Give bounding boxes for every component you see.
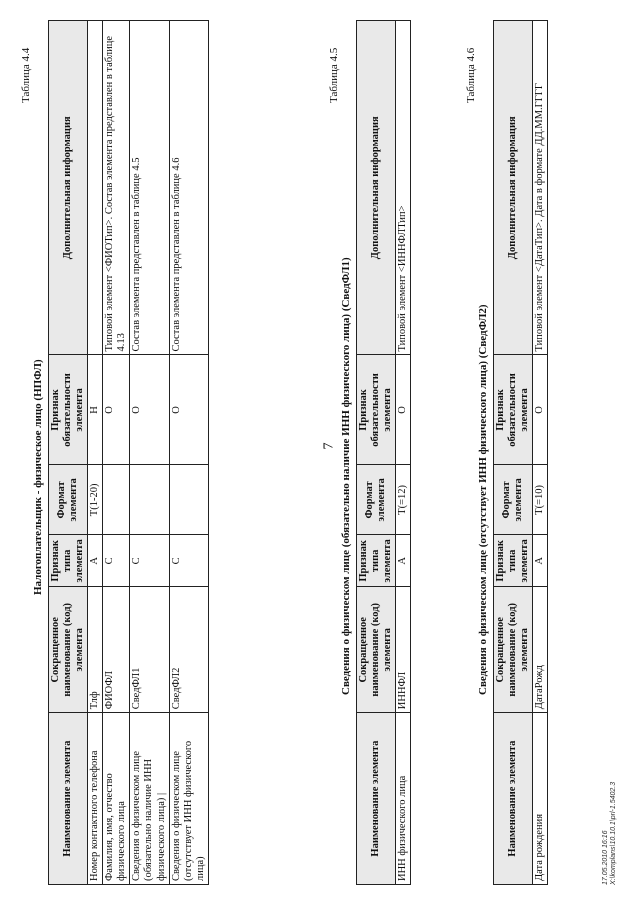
cell-format [130, 465, 169, 535]
table-4-5 [356, 20, 411, 885]
table-4-6-label: Таблица 4.6 [465, 47, 477, 103]
table-4-5-label: Таблица 4.5 [328, 47, 340, 103]
cell-name: Фамилия, имя, отчество физического лица [103, 713, 130, 885]
table-row [130, 21, 169, 885]
table-4-6-caption: Сведения о физическом лице (отсутствует ИНН физического лица) (СведФЛ2) [477, 304, 489, 695]
cell-code: ФИОФЛ [103, 587, 130, 713]
cell-name: ИНН физического лица [396, 713, 411, 885]
cell-type: А [533, 535, 548, 587]
rotated-content [20, 15, 620, 885]
cell-type: С [103, 535, 130, 587]
col-header-name: Наименование элемента [494, 713, 533, 885]
col-header-name: Наименование элемента [357, 713, 396, 885]
col-header-format: Формат элемента [49, 465, 88, 535]
cell-info: Типовой элемент <ФИОТип>. Состав элемента представлен в таблице 4.13 [103, 21, 130, 355]
table-4-6 [493, 20, 548, 885]
cell-name: Сведения о физическом лице (обязательно наличие ИНН физического лица) | [130, 713, 169, 885]
col-header-name: Наименование элемента [49, 713, 88, 885]
footer-timestamp: 17.05.2010 16:16 [602, 830, 609, 885]
cell-required: Н [88, 355, 103, 465]
table-row [88, 21, 103, 885]
cell-format: T(=10) [533, 465, 548, 535]
table-row [396, 21, 411, 885]
table-4-4-caption: Налогоплательщик - физическое лицо (НПФЛ) [32, 359, 44, 595]
table-4-5-caption: Сведения о физическом лице (обязательно наличие ИНН физического лица) (СведФЛ1) [340, 257, 352, 695]
cell-name: Сведения о физическом лице (отсутствует ИНН физического лица) [169, 713, 208, 885]
col-header-code: Сокращенное наименование (код) элемента [494, 587, 533, 713]
cell-type: С [130, 535, 169, 587]
col-header-code: Сокращенное наименование (код) элемента [49, 587, 88, 713]
col-header-format: Формат элемента [357, 465, 396, 535]
col-header-required: Признак обязательности элемента [357, 355, 396, 465]
page-number: 7 [321, 442, 337, 450]
cell-format [103, 465, 130, 535]
cell-info: Типовой элемент <ДатаТип>. Дата в формате ДД.ММ.ГГГГ [533, 21, 548, 355]
cell-required: О [169, 355, 208, 465]
cell-type: А [88, 535, 103, 587]
cell-code: СведФЛ1 [130, 587, 169, 713]
cell-required: О [130, 355, 169, 465]
col-header-required: Признак обязательности элемента [494, 355, 533, 465]
cell-format [169, 465, 208, 535]
cell-type: А [396, 535, 411, 587]
table-row [103, 21, 130, 885]
cell-format: T(1-20) [88, 465, 103, 535]
table-header-row [494, 21, 533, 885]
table-4-4 [48, 20, 209, 885]
col-header-info: Дополнительная информация [357, 21, 396, 355]
cell-info: Состав элемента представлен в таблице 4.5 [130, 21, 169, 355]
cell-info [88, 21, 103, 355]
cell-required: О [396, 355, 411, 465]
cell-code: Тлф [88, 587, 103, 713]
cell-type: С [169, 535, 208, 587]
col-header-info: Дополнительная информация [494, 21, 533, 355]
cell-format: T(=12) [396, 465, 411, 535]
cell-name: Номер контактного телефона [88, 713, 103, 885]
cell-code: ИННФЛ [396, 587, 411, 713]
col-header-type: Признак типа элемента [494, 535, 533, 587]
cell-required: О [103, 355, 130, 465]
table-header-row [49, 21, 88, 885]
col-header-type: Признак типа элемента [49, 535, 88, 587]
col-header-type: Признак типа элемента [357, 535, 396, 587]
footer-path: X:\komplans\10.10.1\prl-1.5402.3 [609, 781, 617, 885]
table-row [169, 21, 208, 885]
cell-code: СведФЛ2 [169, 587, 208, 713]
footer-stamp [602, 782, 617, 885]
cell-info: Состав элемента представлен в таблице 4.6 [169, 21, 208, 355]
col-header-format: Формат элемента [494, 465, 533, 535]
col-header-required: Признак обязательности элемента [49, 355, 88, 465]
cell-name: Дата рождения [533, 713, 548, 885]
table-4-4-label: Таблица 4.4 [20, 47, 32, 103]
cell-required: О [533, 355, 548, 465]
table-header-row [357, 21, 396, 885]
table-row [533, 21, 548, 885]
col-header-info: Дополнительная информация [49, 21, 88, 355]
cell-code: ДатаРожд [533, 587, 548, 713]
cell-info: Типовой элемент <ИННФЛТип> [396, 21, 411, 355]
col-header-code: Сокращенное наименование (код) элемента [357, 587, 396, 713]
